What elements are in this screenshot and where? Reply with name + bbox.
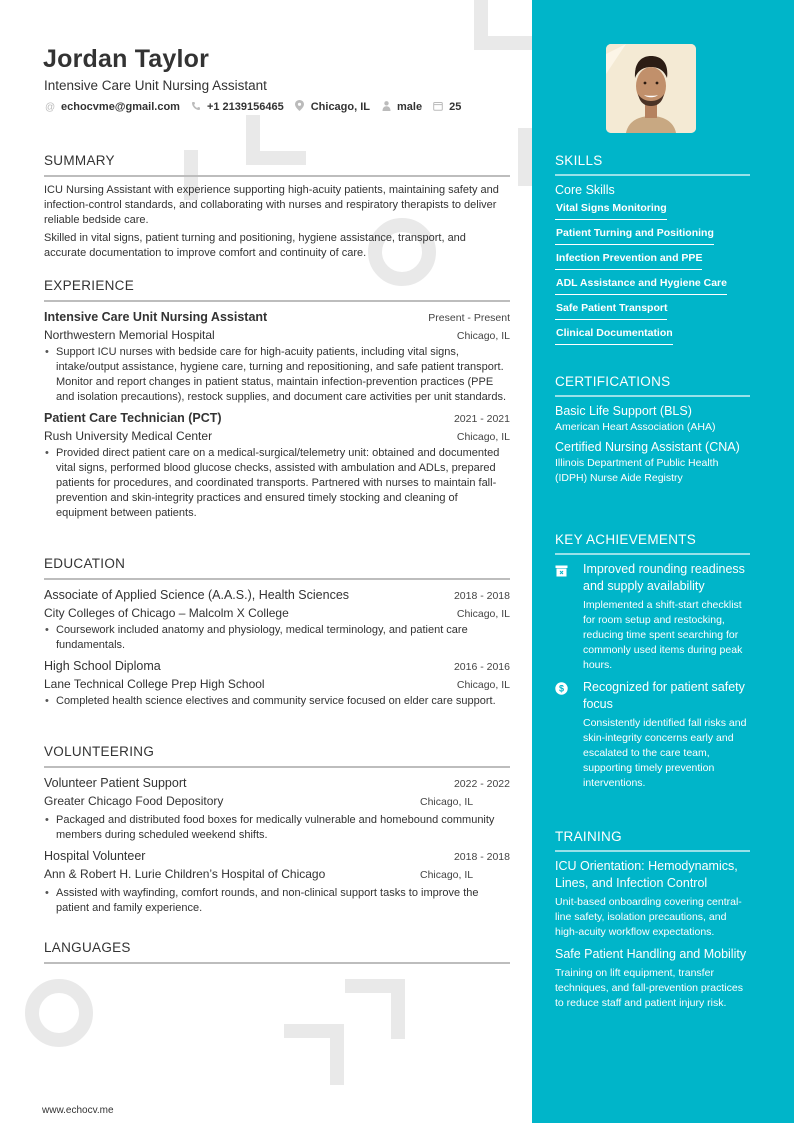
achievement-desc: Consistently identified fall risks and skin-integrity concerns early and escalated to the care team, supporting timely prevention interventions. — [583, 717, 747, 789]
entry-location: Chicago, IL — [456, 330, 510, 342]
training-title: Safe Patient Handling and Mobility — [555, 947, 747, 961]
calendar-icon — [433, 101, 443, 114]
entry-dates: 2018 - 2018 — [453, 851, 510, 863]
volunteering-section — [44, 744, 510, 920]
entry-location: Chicago, IL — [420, 796, 474, 808]
training-desc: Unit-based onboarding covering central-line safety, isolation precautions, and high-acuity workflow expectations. — [555, 896, 742, 938]
achievement-title: Improved rounding readiness and supply availability — [583, 562, 745, 593]
section-heading: SKILLS — [555, 153, 750, 176]
contact-email[interactable]: @ echocvme@gmail.com — [45, 101, 180, 113]
skill-item: Vital Signs Monitoring — [555, 199, 667, 220]
skills-group-title: Core Skills — [555, 183, 615, 197]
achievement-item — [555, 561, 750, 673]
cert-issuer: Illinois Department of Public Health (IDPH) Nurse Aide Registry — [555, 457, 719, 484]
education-entry — [44, 586, 510, 653]
phone-icon — [191, 101, 201, 114]
section-heading: EDUCATION — [44, 556, 510, 580]
education-section — [44, 556, 510, 713]
achievements-section — [555, 532, 750, 797]
education-entry — [44, 657, 510, 709]
skill-item: ADL Assistance and Hygiene Care — [555, 274, 727, 295]
section-heading: KEY ACHIEVEMENTS — [555, 532, 750, 555]
entry-dates: 2022 - 2022 — [453, 778, 510, 790]
section-heading: LANGUAGES — [44, 940, 510, 964]
section-heading: EXPERIENCE — [44, 278, 510, 302]
skills-section — [555, 153, 750, 349]
bullet-item: • Provided direct patient care on a medical-surgical/telemetry unit: obtained and documented vital signs, performed blood glucose checks, assisted with ambulation and ADLs, prepared patients for procedures, and coordinated transports. Partnered with nurses to maintain fall-prevention and skin-integrity practices and ensured timely stocking and cleaning of equipment between patients. — [44, 446, 510, 521]
skill-item: Safe Patient Transport — [555, 299, 667, 320]
section-heading: SUMMARY — [44, 153, 510, 177]
languages-section — [44, 940, 510, 970]
entry-title: Volunteer Patient Support — [44, 776, 187, 790]
entry-title: Patient Care Technician (PCT) — [44, 411, 222, 425]
contact-age: 25 — [433, 101, 461, 114]
contact-row — [45, 100, 472, 114]
cert-issuer: American Heart Association (AHA) — [555, 421, 716, 433]
volunteering-entry — [44, 774, 510, 843]
candidate-name: Jordan Taylor — [43, 45, 210, 73]
training-desc: Training on lift equipment, transfer techniques, and fall-prevention practices to reduce staff and patient injury risk. — [555, 967, 743, 1009]
certifications-section — [555, 374, 750, 490]
entry-org: Rush University Medical Center — [44, 429, 213, 443]
entry-bullets — [44, 813, 510, 843]
cert-name: Basic Life Support (BLS) — [555, 404, 692, 418]
entry-dates: 2016 - 2016 — [453, 661, 510, 673]
entry-location: Chicago, IL — [420, 869, 474, 881]
experience-section — [44, 278, 510, 525]
contact-gender: male — [381, 101, 422, 114]
entry-bullets — [44, 446, 510, 521]
training-section — [555, 829, 750, 1017]
volunteering-entry — [44, 847, 510, 916]
bullet-item: • Coursework included anatomy and physiology, medical terminology, and patient care fundamentals. — [44, 623, 510, 653]
skill-item: Infection Prevention and PPE — [555, 249, 702, 270]
experience-entry — [44, 308, 510, 405]
sidebar — [532, 0, 794, 1123]
entry-org: Lane Technical College Prep High School — [44, 677, 265, 691]
entry-location: Chicago, IL — [456, 679, 510, 691]
person-icon — [381, 101, 391, 114]
achievement-title: Recognized for patient safety focus — [583, 680, 745, 711]
entry-dates: Present - Present — [428, 312, 510, 324]
at-icon: @ — [45, 101, 56, 113]
entry-bullets — [44, 694, 510, 709]
summary-section — [44, 153, 510, 264]
bullet-item: • Assisted with wayfinding, comfort rounds, and non-clinical support tasks to improve the patient and family experience. — [44, 886, 510, 916]
cert-name: Certified Nursing Assistant (CNA) — [555, 440, 740, 454]
experience-entry — [44, 409, 510, 521]
skills-list — [555, 199, 750, 349]
bullet-item: • Packaged and distributed food boxes for medically vulnerable and homebound community members during scheduled weekend shifts. — [44, 813, 510, 843]
contact-phone[interactable]: +1 2139156465 — [191, 101, 284, 114]
location-pin-icon — [295, 100, 305, 114]
entry-org: Greater Chicago Food Depository — [44, 794, 224, 808]
bullet-item: • Completed health science electives and community service focused on elder care support. — [44, 694, 510, 709]
skill-item: Clinical Documentation — [555, 324, 673, 345]
svg-text:$: $ — [558, 683, 565, 694]
entry-org: Northwestern Memorial Hospital — [44, 328, 215, 342]
entry-title: Intensive Care Unit Nursing Assistant — [44, 310, 268, 324]
job-title: Intensive Care Unit Nursing Assistant — [44, 78, 267, 93]
profile-photo — [606, 44, 696, 133]
dollar-coin-icon — [555, 679, 583, 791]
entry-org: City Colleges of Chicago – Malcolm X College — [44, 606, 289, 620]
entry-title: Hospital Volunteer — [44, 849, 146, 863]
training-title: ICU Orientation: Hemodynamics, Lines, and Infection Control — [555, 859, 738, 890]
summary-paragraph: Skilled in vital signs, patient turning and positioning, hygiene assistance, transport, and accurate documentation to improve comfort and continuity of care. — [44, 232, 466, 259]
summary-paragraph: ICU Nursing Assistant with experience supporting high-acuity patients, maintaining safety and infection-control standards, and collaborating with nurses and respiratory therapists to deliver reliable bedside care. — [44, 184, 499, 226]
entry-bullets — [44, 623, 510, 653]
entry-dates: 2018 - 2018 — [453, 590, 510, 602]
entry-bullets — [44, 886, 510, 916]
achievement-desc: Implemented a shift-start checklist for room setup and restocking, reducing time spent searching for commonly used items during peak hours. — [583, 599, 743, 671]
entry-title: Associate of Applied Science (A.A.S.), Health Sciences — [44, 588, 350, 602]
footer-website-link[interactable]: www.echocv.me — [42, 1105, 114, 1116]
contact-location: Chicago, IL — [295, 100, 370, 114]
achievement-item — [555, 679, 750, 791]
bullet-item: • Support ICU nurses with bedside care for high-acuity patients, including vital signs, intake/output assistance, hygiene care, turning and repositioning, and safe patient transport. Monitor and report changes in patient status, maintain infection-prevention practices (PPE and isolation precautions), restock supplies, and document care activities per unit standards. — [44, 345, 510, 405]
entry-location: Chicago, IL — [456, 608, 510, 620]
entry-title: High School Diploma — [44, 659, 161, 673]
entry-dates: 2021 - 2021 — [453, 413, 510, 425]
section-heading: CERTIFICATIONS — [555, 374, 750, 397]
entry-org: Ann & Robert H. Lurie Children’s Hospital of Chicago — [44, 867, 326, 881]
section-heading: TRAINING — [555, 829, 750, 852]
skill-item: Patient Turning and Positioning — [555, 224, 714, 245]
entry-bullets — [44, 345, 510, 405]
section-heading: VOLUNTEERING — [44, 744, 510, 768]
archive-box-icon — [555, 561, 583, 673]
entry-location: Chicago, IL — [456, 431, 510, 443]
